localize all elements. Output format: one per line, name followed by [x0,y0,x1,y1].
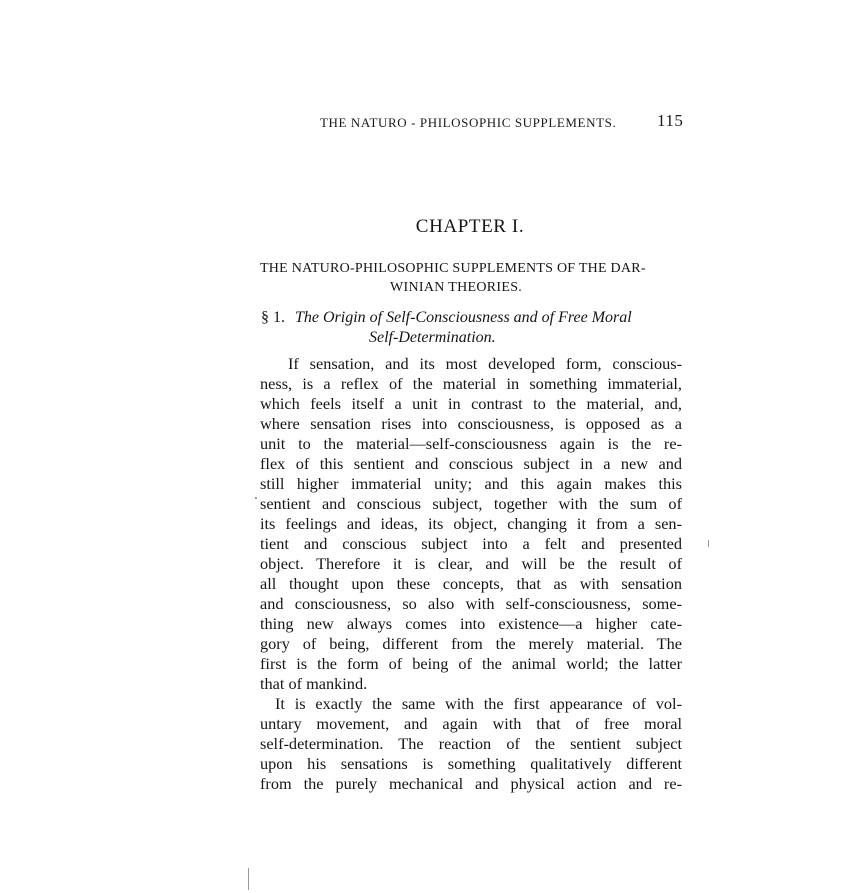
section-number: § 1. [261,309,285,326]
text-line: where sensation rises into consciousness, is opposed as a [260,414,682,433]
page-number: 115 [657,111,684,130]
text-line: gory of being, different from the merely material. The [260,634,682,653]
scan-speck [708,540,709,547]
text-line: and consciousness, so also with self-consciousness, some- [260,594,682,613]
text-line: It is exactly the same with the first appearance of vol- [275,694,682,713]
text-line: If sensation, and its most developed form, conscious- [288,354,682,373]
text-line: sentient and conscious subject, together with the sum of [260,494,682,513]
text-line: from the purely mechanical and physical action and re- [260,774,682,793]
scan-speck [248,868,249,890]
text-line: object. Therefore it is clear, and will be the result of [260,554,682,573]
text-line: its feelings and ideas, its object, changing it from a sen- [260,514,682,533]
text-line: all thought upon these concepts, that as with sensation [260,574,682,593]
text-line: self-determination. The reaction of the sentient subject [260,734,682,753]
section-title-line-1: The Origin of Self-Consciousness and of Free Moral [295,309,632,326]
section-heading [261,309,632,327]
text-line: tient and conscious subject into a felt and presented [260,534,682,553]
chapter-heading: CHAPTER I. [415,216,525,237]
text-line: untary movement, and again with that of free moral [260,714,682,733]
chapter-title-line-2: WINIAN THEORIES. [390,280,523,295]
text-line: which feels itself a unit in contrast to the material, and, [260,394,682,413]
text-line: still higher immaterial unity; and this again makes this [260,474,682,493]
text-line: that of mankind. [260,674,368,693]
text-line: upon his sensations is something qualitatively different [260,754,682,773]
running-head: THE NATURO - PHILOSOPHIC SUPPLEMENTS. [320,115,617,130]
section-title-line-2: Self-Determination. [369,329,496,346]
scan-speck [255,497,257,499]
text-line: flex of this sentient and conscious subject in a new and [260,454,682,473]
text-line: ness, is a reflex of the material in something immaterial, [260,374,682,393]
text-line: thing new always comes into existence—a higher cate- [260,614,682,633]
text-line: first is the form of being of the animal world; the latter [260,654,682,673]
text-line: unit to the material—self-consciousness again is the re- [260,434,682,453]
chapter-title-line-1: THE NATURO-PHILOSOPHIC SUPPLEMENTS OF THE DAR- [260,261,646,276]
